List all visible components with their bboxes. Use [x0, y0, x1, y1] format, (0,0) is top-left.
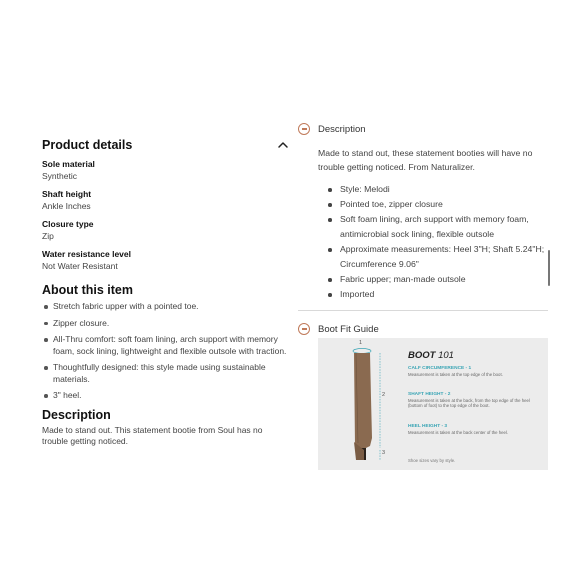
fit-guide-item: [408, 424, 543, 435]
minus-circle-icon[interactable]: [298, 123, 310, 135]
list-item: Thoughtfully designed: this style made using sustainable materials.: [42, 362, 292, 385]
list-item: Zipper closure.: [42, 318, 292, 330]
list-item: Style: Melodi: [325, 182, 550, 197]
fit-guide-title: [408, 350, 454, 361]
description-text: Made to stand out. This statement bootie from Soul has no trouble getting noticed.: [42, 424, 263, 446]
list-item: Pointed toe, zipper closure: [325, 197, 550, 212]
spec-shaft-height: [42, 189, 292, 212]
description-bullets: [325, 182, 550, 302]
fit-guide-item-label: HEEL HEIGHT - 3: [408, 424, 448, 429]
fit-guide-heading: Boot Fit Guide: [318, 323, 379, 335]
fit-guide-item-text: Measurement is taken at the top edge of the boot.: [408, 372, 503, 377]
fit-guide-item-label: CALF CIRCUMFERENCE - 1: [408, 366, 472, 371]
fit-guide-item: [408, 366, 543, 377]
measure-number: 2: [382, 392, 386, 398]
divider: [298, 310, 548, 311]
spec-value: Ankle Inches: [42, 201, 91, 211]
list-item: All-Thru comfort: soft foam lining, arch support with memory foam, sock lining, lightweight and flexible outsole with traction.: [42, 334, 292, 357]
description-accordion-header[interactable]: [298, 120, 550, 138]
description-title: Description: [42, 407, 111, 422]
list-item: Stretch fabric upper with a pointed toe.: [42, 301, 292, 313]
description-body: Made to stand out, these statement booties will have no trouble getting noticed. From Naturalizer.: [318, 148, 533, 172]
description-accordion-panel: [298, 120, 550, 338]
spec-label: Water resistance level: [42, 249, 131, 259]
fit-guide-item-text: Measurement is taken at the back center of the heel.: [408, 430, 509, 435]
measure-number: 1: [359, 340, 363, 346]
fit-guide-item-label: SHAFT HEIGHT - 2: [408, 392, 451, 397]
product-details-panel: [42, 138, 292, 448]
fit-guide-note: Shoe sizes vary by style.: [408, 458, 456, 463]
list-item: 3" heel.: [42, 390, 292, 402]
spec-value: Synthetic: [42, 171, 77, 181]
chevron-up-icon[interactable]: [276, 138, 290, 152]
spec-water-resistance: [42, 249, 292, 272]
boot-fit-guide-image: [318, 338, 548, 470]
list-item: Soft foam lining, arch support with memory foam, antimicrobial sock lining, flexible outsole: [325, 212, 550, 242]
fit-guide-item-text: Measurement is taken at the back, from the top edge of the heel (bottom of foot) to the top edge of the boot.: [408, 398, 530, 408]
measure-number: 3: [382, 450, 386, 456]
product-details-title: Product details: [42, 138, 133, 152]
list-item: Fabric upper; man-made outsole: [325, 272, 550, 287]
fit-guide-title-word: BOOT: [408, 350, 436, 361]
spec-label: Closure type: [42, 219, 94, 229]
spec-label: Shaft height: [42, 189, 92, 199]
fit-guide-title-num: 101: [435, 350, 454, 361]
spec-label: Sole material: [42, 159, 95, 169]
minus-circle-icon[interactable]: [298, 323, 310, 335]
product-details-header[interactable]: [42, 138, 292, 152]
description-heading: Description: [318, 123, 366, 135]
fit-guide-accordion-header[interactable]: [298, 320, 550, 338]
list-item: Approximate measurements: Heel 3"H; Shaft 5.24"H; Circumference 9.06": [325, 242, 550, 272]
about-title: About this item: [42, 283, 133, 297]
spec-sole-material: [42, 159, 292, 182]
spec-closure-type: [42, 219, 292, 242]
spec-value: Not Water Resistant: [42, 261, 118, 271]
spec-value: Zip: [42, 231, 54, 241]
about-list: [42, 301, 292, 402]
scrollbar-thumb[interactable]: [548, 250, 550, 286]
list-item: Imported: [325, 287, 550, 302]
fit-guide-item: [408, 392, 543, 408]
